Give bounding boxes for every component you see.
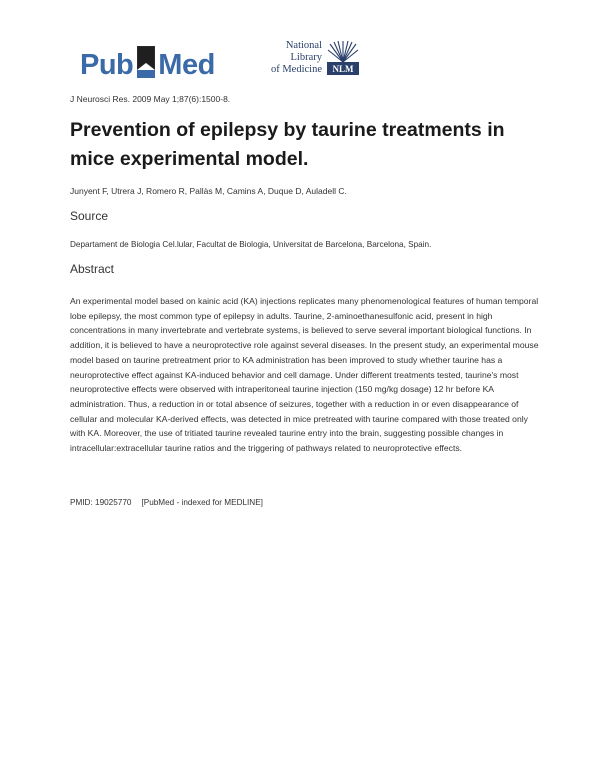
indexing-status: [PubMed - indexed for MEDLINE] xyxy=(141,498,263,507)
abstract-heading: Abstract xyxy=(70,262,115,276)
affiliation: Departament de Biologia Cel.lular, Facultat de Biologia, Universitat de Barcelona, Barcelona, Spain. xyxy=(70,240,432,249)
nlm-badge-text: NLM xyxy=(332,64,354,74)
pubmed-bookmark-icon xyxy=(135,44,157,80)
nlm-emblem-icon xyxy=(326,40,360,76)
pubmed-logo-med: Med xyxy=(158,49,215,81)
pmid-line xyxy=(70,498,263,507)
pubmed-logo-pub: Pub xyxy=(80,49,134,81)
abstract-text: An experimental model based on kainic acid (KA) injections replicates many phenomenological features of human temporal lobe epilepsy, the most common type of epilepsy in adults. Taurine, 2-aminoethanesulfonic acid, present in high concentrations in many invertebrate and vertebrate systems, is believed to serve several important biological functions. In addition, it is believed to have a neuroprotective role against several diseases. In the present study, an experimental mouse model based on taurine pretreatment prior to KA administration has been improved to study whether taurine has a neuroprotective effect against KA-induced behavior and cell damage. Under different treatments tested, taurine's most neuroprotective effects were observed with intraperitoneal taurine injection (150 mg/kg dosage) 12 hr before KA administration. Thus, a reduction in or total absence of seizures, together with a reduction in or even disappearance of cellular and molecular KA-derived effects, was detected in mice pretreated with taurine compared with those treated only with KA. Moreover, the use of tritiated taurine revealed taurine entry into the brain, suggesting possible changes in intracellular:extracellular taurine ratios and the triggering of pathways related to neuroprotective effects. xyxy=(70,296,539,454)
author-list[interactable]: Junyent F, Utrera J, Romero R, Pallàs M, Camins A, Duque D, Auladell C. xyxy=(70,186,347,196)
nlm-logo-text xyxy=(271,40,322,76)
nlm-logo-line3: of Medicine xyxy=(270,64,322,75)
nlm-logo-line1: National xyxy=(285,40,322,51)
source-heading: Source xyxy=(70,209,109,223)
citation: J Neurosci Res. 2009 May 1;87(6):1500-8. xyxy=(70,94,231,104)
nlm-logo[interactable] xyxy=(260,40,360,80)
pubmed-logo[interactable] xyxy=(80,36,215,80)
article-title: Prevention of epilepsy by taurine treatments in mice experimental model. xyxy=(70,119,505,170)
nlm-logo-line2: Library xyxy=(290,52,322,63)
pmid: PMID: 19025770 xyxy=(70,498,132,507)
